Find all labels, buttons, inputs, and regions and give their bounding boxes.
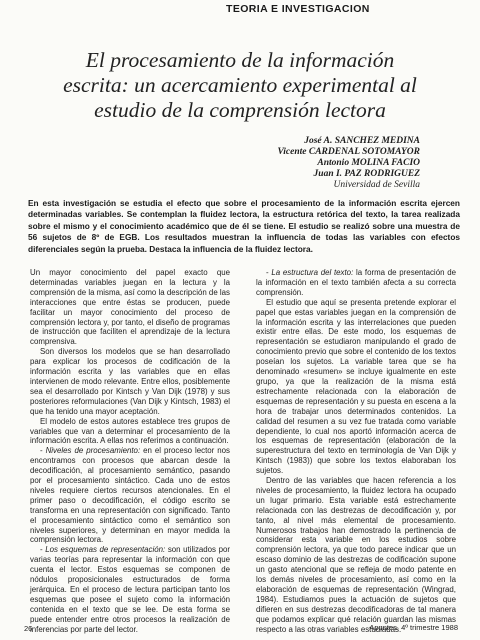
list-item: - La estructura del texto: la forma de presentación de la información en el texto también afecta a su correcta comprensión.	[256, 268, 456, 297]
body-column-left	[30, 268, 230, 635]
list-item-label: La estructura del texto:	[271, 268, 354, 277]
author-name: José A. SANCHEZ MEDINA	[304, 136, 420, 146]
body-paragraph: Dentro de las variables que hacen referencia a los niveles de procesamiento, la fluidez lectora ha ocupado un lugar primario. Esta variable está estrechamente relacionada con las destrezas de decodificación y, por tanto, al nivel más elemental de procesamiento. Numerosos trabajos han demostrado la pertinencia de considerar esta variable en los estudios sobre comprensión lectora, ya que todo parece indicar que un escaso dominio de las destrezas de codificación supone un gasto atencional que se refleja de modo patente en los demás niveles de procesamiento, así como en la elaboración de esquemas de representación (Wingrad, 1984). Estudiamos pues la actuación de sujetos que difieren en sus destrezas decodificadoras de tal manera que podamos explicar qué relación guardan las mismas respecto a las otras variables estudiadas.	[256, 476, 456, 634]
list-item-text: la forma de presentación de la información en el texto también afecta a su correcta comprensión.	[256, 268, 456, 297]
list-item-text: son utilizados por varias teorías para representar la información con que cuenta el lector. Estos esquemas se componen de nódulos proposicionales estructurados de forma jerárquica. En el proceso de lectura participan tanto los esquemas que posee el sujeto como la información contenida en el texto que se lee. De esta forma se puede entender entre otros procesos la realización de inferencias por parte del lector.	[30, 545, 230, 634]
title-line: escrita: un acercamiento experimental al	[63, 73, 417, 97]
article-title	[0, 48, 480, 123]
list-item-label: Los esquemas de representación:	[45, 545, 166, 555]
list-item-text: en el proceso lector nos encontramos con procesos que abarcan desde la decodificación, al procesamiento semántico, pasando por el procesamiento sintáctico. Cada uno de estos niveles requiere ciertos recursos atencionales. En el primer paso o decodificación, el código escrito se transforma en una representación con significado. Tanto el procesamiento sintáctico como el semántico son niveles superiores, y determinan en mayor medida la comprensión lectora.	[30, 446, 231, 545]
body-paragraph: Un mayor conocimiento del papel exacto que determinadas variables juegan en la lectura y la comprensión de la misma, así como la descripción de las interacciones que entre éstas se producen, puede facilitar un mayor conocimiento del proceso de comprensión lectora y, por tanto, el diseño de programas de instrucción que faciliten el aprendizaje de la lectura comprensiva.	[30, 268, 230, 347]
list-item-label: Niveles de procesamiento:	[45, 446, 141, 456]
author-affiliation: Universidad de Sevilla	[333, 180, 420, 190]
body-paragraph: El estudio que aquí se presenta pretende explorar el papel que estas variables juegan en la comprensión de la información escrita y las interrelaciones que pueden existir entre ellas. De este modo, los esquemas de representación se estudiaron manipulando el grado de conocimiento previo que sobre el contenido de los textos poseían los sujetos. La variable tarea que se ha denominado «resumen» se incluye igualmente en este grupo, ya que la realización de la misma está estrechamente relacionada con la elaboración de esquemas de representación y su puesta en escena a la hora de trabajar unos determinados contenidos. La calidad del resumen a su vez fue tratada como variable dependiente, lo cual nos aportó información acerca de los esquemas de representación (elaboración de la superestructura del texto en terminología de Van Dijk y Kintsch (1983)) que sobre los textos elaboraban los sujetos.	[256, 297, 456, 476]
list-item: - Los esquemas de representación: son utilizados por varias teorías para representar la información con que cuenta el lector. Estos esquemas se componen de nódulos proposicionales estructurados de forma jerárquica. En el proceso de lectura participan tanto los esquemas que posee el sujeto como la información contenida en el texto que se lee. De esta forma se puede entender entre otros procesos la realización de inferencias por parte del lector.	[30, 545, 230, 634]
author-name: Juan I. PAZ RODRIGUEZ	[313, 169, 420, 179]
title-line: estudio de la comprensión lectora	[94, 98, 386, 122]
list-item: - Niveles de procesamiento: en el proceso lector nos encontramos con procesos que abarcan desde la decodificación, al procesamiento semántico, pasando por el procesamiento sintáctico. Cada uno de estos niveles requiere ciertos recursos atencionales. En el primer paso o decodificación, el código escrito se transforma en una representación con significado. Tanto el procesamiento sintáctico como el semántico son niveles superiores, y determinan en mayor medida la comprensión lectora.	[30, 446, 231, 545]
body-paragraph: Son diversos los modelos que se han desarrollado para explicar los procesos de codificación de la información escrita y las variables que en ellas intervienen de modo relevante. Entre ellos, posiblemente sea el desarrollado por Kintsch y Van Dijk (1978) y sus posteriores reformulaciones (Van Dijk y Kintsch, 1983) el que ha tenido una mayor aceptación.	[30, 347, 230, 416]
body-paragraph: El modelo de estos autores establece tres grupos de variables que van a determinar el procesamiento de la información escrita. A ellas nos referimos a continuación.	[30, 416, 230, 446]
author-name: Antonio MOLINA FACIO	[317, 158, 420, 168]
title-line: El procesamiento de la información	[85, 48, 395, 72]
section-header: TEORIA E INVESTIGACION	[226, 3, 370, 15]
page-number: 26	[24, 624, 33, 633]
footer-source: Apuntes. 4º trimestre 1988	[369, 623, 458, 632]
body-column-right	[256, 268, 456, 635]
abstract: En esta investigación se estudia el efecto que sobre el procesamiento de la información escrita ejercen determinadas variables. Se contemplan la fluidez lectora, la estructura retórica del texto, la tarea realizada sobre el mismo y el conocimiento académico que de él se tiene. El estudio se realizó sobre una muestra de 56 sujetos de 8º de EGB. Los resultados muestran la influencia de todas las variables con efectos diferenciales según la prueba. Destaca la influencia de la fluidez lectora.	[28, 198, 460, 254]
author-block	[277, 136, 420, 191]
author-name: Vicente CARDENAL SOTOMAYOR	[277, 147, 420, 157]
